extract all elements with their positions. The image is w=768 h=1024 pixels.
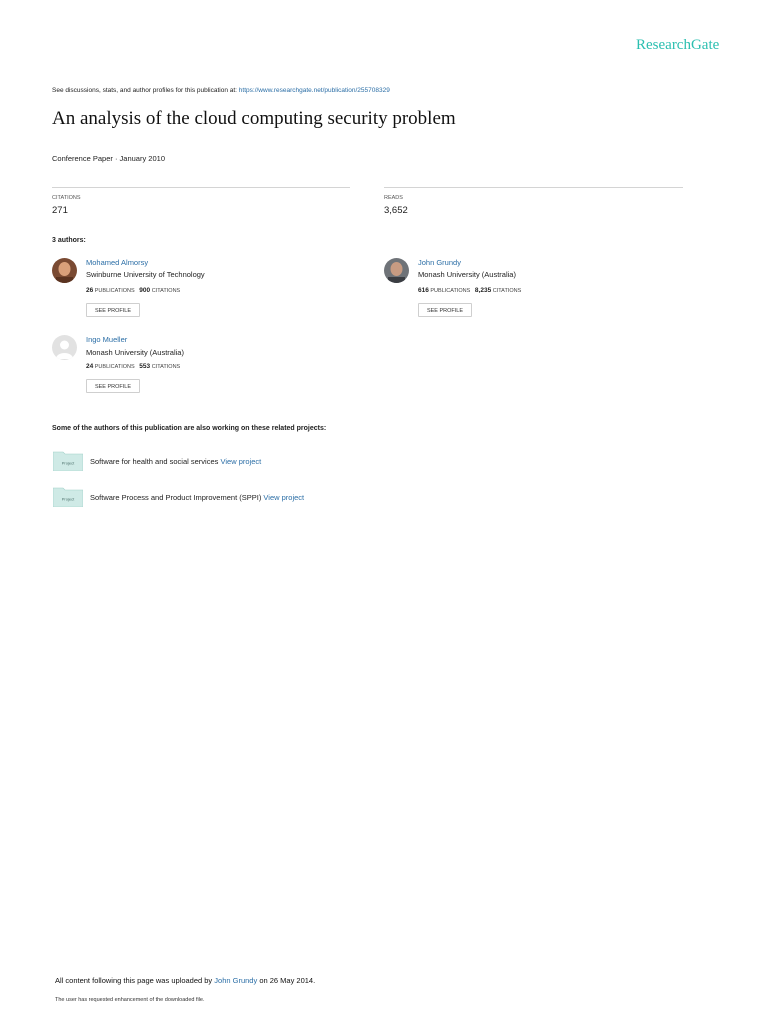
divider-reads (384, 187, 683, 188)
upload-prefix: All content following this page was uploaded by (55, 976, 215, 985)
publications-label: PUBLICATIONS (94, 364, 135, 370)
paper-meta: Conference Paper · January 2010 (52, 154, 165, 163)
citations-value: 271 (52, 205, 68, 216)
citations-label: CITATIONS (151, 364, 181, 370)
citations-label: CITATIONS (151, 288, 181, 294)
project-1 (90, 457, 261, 466)
publication-url-link[interactable]: https://www.researchgate.net/publication/255708329 (238, 87, 390, 94)
author-2-citations-count: 8,235 (474, 287, 492, 294)
author-2-see-profile-button[interactable]: SEE PROFILE (418, 303, 472, 317)
researchgate-logo[interactable]: ResearchGate (636, 37, 720, 53)
reads-label: READS (384, 195, 403, 201)
publications-label: PUBLICATIONS (430, 288, 471, 294)
author-2-name[interactable]: John Grundy (418, 258, 461, 267)
uploader-link[interactable]: John Grundy (214, 976, 258, 985)
divider-citations (52, 187, 350, 188)
author-1-name[interactable]: Mohamed Almorsy (86, 258, 149, 267)
author-2-publications-count: 616 (418, 287, 429, 294)
publications-label: PUBLICATIONS (94, 288, 135, 294)
citations-label: CITATIONS (52, 195, 81, 201)
enhancement-note: The user has requested enhancement of the downloaded file. (55, 997, 205, 1003)
publication-source-line (52, 87, 390, 94)
citations-label: CITATIONS (492, 288, 522, 294)
author-1-affiliation: Swinburne University of Technology (86, 270, 205, 279)
author-1-publications-count: 26 (86, 287, 94, 294)
author-1-citations-count: 900 (139, 287, 151, 294)
project-2-view-link[interactable]: View project (263, 493, 305, 502)
folder-label: Project (61, 496, 75, 502)
project-1-title: Software for health and social services (90, 457, 221, 466)
authors-heading: 3 authors: (52, 237, 86, 244)
author-3-stats (86, 363, 180, 370)
author-1-stats (86, 287, 180, 294)
folder-icon (53, 487, 83, 507)
upload-notice (55, 976, 315, 985)
author-3-citations-count: 553 (139, 363, 151, 370)
projects-heading: Some of the authors of this publication are also working on these related projects: (52, 425, 327, 432)
author-photo (52, 258, 77, 283)
author-3-avatar[interactable] (52, 335, 77, 360)
reads-value: 3,652 (384, 205, 408, 216)
author-3-affiliation: Monash University (Australia) (86, 348, 184, 357)
source-text: See discussions, stats, and author profiles for this publication at: (52, 87, 239, 94)
author-3-name[interactable]: Ingo Mueller (86, 335, 128, 344)
author-3-publications-count: 24 (86, 363, 94, 370)
folder-label: Project (61, 460, 75, 466)
folder-icon (53, 451, 83, 471)
upload-suffix: on 26 May 2014. (257, 976, 316, 985)
project-1-view-link[interactable]: View project (220, 457, 262, 466)
project-2 (90, 493, 304, 502)
author-1-see-profile-button[interactable]: SEE PROFILE (86, 303, 140, 317)
author-3-see-profile-button[interactable]: SEE PROFILE (86, 379, 140, 393)
author-2-affiliation: Monash University (Australia) (418, 270, 516, 279)
author-2-stats (418, 287, 521, 294)
project-2-title: Software Process and Product Improvement (SPPI) (90, 493, 264, 502)
paper-title: An analysis of the cloud computing security problem (52, 108, 456, 129)
default-user-icon (52, 335, 77, 360)
author-photo (384, 258, 409, 283)
author-1-avatar[interactable] (52, 258, 77, 283)
author-2-avatar[interactable] (384, 258, 409, 283)
